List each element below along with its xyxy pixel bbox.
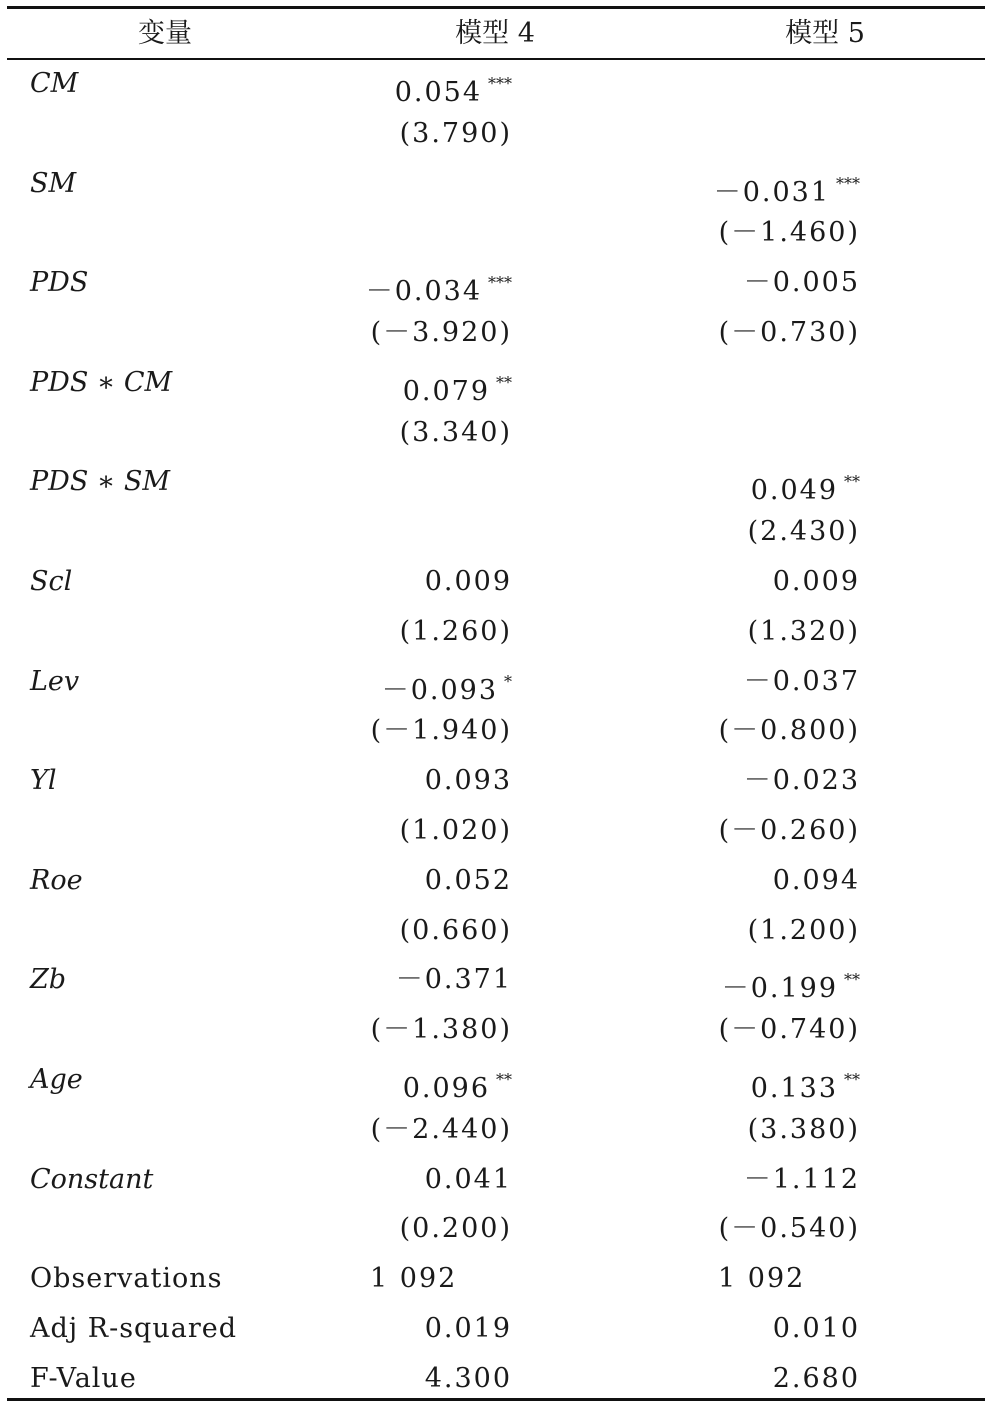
coefficient-text: 0.009 bbox=[424, 566, 512, 597]
model-4-value bbox=[330, 856, 512, 906]
significance-stars: ** bbox=[844, 970, 860, 990]
variable-name: SM bbox=[30, 167, 77, 199]
variable-name: F-Value bbox=[30, 1362, 137, 1394]
significance-stars: * bbox=[504, 671, 512, 691]
table-row bbox=[0, 1204, 992, 1254]
coefficient-text: －0.023 bbox=[743, 765, 860, 797]
model-5-value bbox=[660, 507, 860, 557]
model-5-value bbox=[660, 159, 860, 209]
model-5-value bbox=[660, 955, 860, 1005]
table-row bbox=[0, 208, 992, 258]
coefficient-text: (－0.740) bbox=[718, 1014, 860, 1046]
table-row bbox=[0, 906, 992, 956]
model-5-value bbox=[660, 706, 860, 756]
model-4-value bbox=[330, 1204, 512, 1254]
table-row bbox=[0, 1105, 992, 1155]
coefficient-text: (1.320) bbox=[747, 615, 860, 647]
coefficient-text: (－3.920) bbox=[370, 317, 512, 348]
coefficient-text: (1.020) bbox=[399, 815, 512, 846]
coefficient-text: －1.112 bbox=[743, 1163, 860, 1195]
model-5-value bbox=[660, 208, 860, 258]
table-row bbox=[0, 806, 992, 856]
coefficient-text: 1 092 bbox=[370, 1263, 458, 1295]
coefficient-text: 0.049 bbox=[750, 475, 838, 507]
coefficient-text: (－0.800) bbox=[718, 715, 860, 747]
variable-name: Observations bbox=[30, 1263, 223, 1295]
table-row bbox=[0, 507, 992, 557]
table-row bbox=[0, 1254, 992, 1304]
model-4-value bbox=[370, 1254, 570, 1304]
header-model-4: 模型 4 bbox=[455, 18, 535, 49]
variable-name: Roe bbox=[30, 864, 83, 896]
coefficient-text: (－1.940) bbox=[370, 715, 512, 747]
table-row bbox=[0, 1005, 992, 1055]
model-4-value bbox=[330, 1354, 512, 1404]
model-4-value bbox=[330, 955, 512, 1005]
variable-name: PDS ∗ CM bbox=[30, 366, 173, 398]
variable-name: Constant bbox=[30, 1163, 154, 1195]
model-4-value bbox=[330, 109, 512, 159]
table-row bbox=[0, 856, 992, 906]
significance-stars: ** bbox=[496, 372, 512, 392]
table-row bbox=[0, 159, 992, 209]
variable-name: Zb bbox=[30, 964, 67, 996]
model-4-value bbox=[330, 756, 512, 806]
significance-stars: ** bbox=[844, 472, 860, 492]
table-row bbox=[0, 706, 992, 756]
model-4-value bbox=[330, 806, 512, 856]
coefficient-text: (－0.260) bbox=[718, 815, 860, 846]
model-5-value bbox=[660, 258, 860, 308]
coefficient-text: (1.200) bbox=[747, 914, 860, 946]
table-row bbox=[0, 955, 992, 1005]
coefficient-text: －0.371 bbox=[395, 964, 512, 996]
variable-name: Scl bbox=[30, 566, 73, 597]
table-row bbox=[0, 1354, 992, 1404]
table-row bbox=[0, 408, 992, 458]
model-4-value bbox=[330, 557, 512, 607]
model-4-value bbox=[330, 1105, 512, 1155]
table-row bbox=[0, 607, 992, 657]
coefficient-text: (3.380) bbox=[747, 1113, 860, 1145]
coefficient-text: －0.031 bbox=[713, 176, 830, 208]
coefficient-text: 0.041 bbox=[424, 1163, 512, 1195]
coefficient-text: (3.790) bbox=[399, 117, 512, 149]
model-4-value bbox=[330, 1055, 512, 1105]
variable-name: Lev bbox=[30, 665, 80, 697]
coefficient-text: －0.034 bbox=[365, 276, 482, 308]
variable-name: PDS ∗ SM bbox=[30, 466, 170, 498]
variable-name: Age bbox=[30, 1064, 83, 1095]
coefficient-text: 0.093 bbox=[424, 765, 512, 797]
coefficient-text: (－0.730) bbox=[718, 317, 860, 348]
model-4-value bbox=[330, 1304, 512, 1354]
table-row bbox=[0, 358, 992, 408]
coefficient-text: 0.052 bbox=[424, 864, 512, 896]
coefficient-text: (－2.440) bbox=[370, 1113, 512, 1145]
table-bottom-rule bbox=[7, 1398, 985, 1401]
model-5-value bbox=[660, 756, 860, 806]
table-row bbox=[0, 657, 992, 707]
significance-stars: ** bbox=[496, 1070, 512, 1089]
model-5-value bbox=[660, 906, 860, 956]
coefficient-text: (2.430) bbox=[747, 516, 860, 548]
coefficient-text: 0.010 bbox=[772, 1313, 860, 1344]
coefficient-text: (0.200) bbox=[399, 1213, 512, 1245]
coefficient-text: (3.340) bbox=[399, 416, 512, 448]
coefficient-text: －0.005 bbox=[743, 267, 860, 299]
coefficient-text: 0.094 bbox=[772, 864, 860, 896]
model-5-value bbox=[660, 457, 860, 507]
coefficient-text: 0.009 bbox=[772, 566, 860, 597]
model-4-value bbox=[330, 1155, 512, 1205]
coefficient-text: －0.199 bbox=[721, 973, 838, 1005]
coefficient-text: 1 092 bbox=[718, 1263, 806, 1295]
variable-name: CM bbox=[30, 68, 79, 99]
table-row bbox=[0, 1155, 992, 1205]
variable-name: Adj R-squared bbox=[30, 1313, 237, 1344]
table-row bbox=[0, 109, 992, 159]
model-5-value bbox=[660, 806, 860, 856]
model-5-value bbox=[660, 1055, 860, 1105]
significance-stars: *** bbox=[836, 173, 860, 193]
coefficient-text: (1.260) bbox=[399, 615, 512, 647]
model-5-value bbox=[660, 1005, 860, 1055]
model-5-value bbox=[718, 1254, 918, 1304]
model-4-value bbox=[330, 408, 512, 458]
variable-name: Yl bbox=[30, 765, 57, 797]
table-row bbox=[0, 59, 992, 109]
table-row bbox=[0, 557, 992, 607]
coefficient-text: 0.054 bbox=[394, 77, 482, 108]
model-5-value bbox=[660, 1354, 860, 1404]
model-5-value bbox=[660, 308, 860, 358]
significance-stars: ** bbox=[844, 1070, 860, 1089]
coefficient-text: 0.019 bbox=[424, 1313, 512, 1344]
table-row bbox=[0, 1055, 992, 1105]
model-4-value bbox=[330, 657, 512, 707]
header-model-5: 模型 5 bbox=[785, 18, 865, 49]
coefficient-text: 4.300 bbox=[424, 1362, 512, 1394]
model-4-value bbox=[330, 358, 512, 408]
header-variable: 变量 bbox=[138, 18, 192, 49]
coefficient-text: －0.037 bbox=[743, 665, 860, 697]
model-5-value bbox=[660, 1155, 860, 1205]
coefficient-text: 0.133 bbox=[750, 1073, 838, 1104]
coefficient-text: 0.096 bbox=[402, 1073, 490, 1104]
model-4-value bbox=[330, 308, 512, 358]
coefficient-text: 0.079 bbox=[402, 375, 490, 407]
coefficient-text: (－0.540) bbox=[718, 1213, 860, 1245]
significance-stars: *** bbox=[488, 273, 512, 293]
model-4-value bbox=[330, 906, 512, 956]
model-5-value bbox=[660, 1204, 860, 1254]
model-4-value bbox=[330, 59, 512, 109]
model-4-value bbox=[330, 258, 512, 308]
model-4-value bbox=[330, 1005, 512, 1055]
model-5-value bbox=[660, 1105, 860, 1155]
model-5-value bbox=[660, 557, 860, 607]
table-row bbox=[0, 1304, 992, 1354]
coefficient-text: (0.660) bbox=[399, 914, 512, 946]
coefficient-text: 2.680 bbox=[772, 1362, 860, 1394]
model-5-value bbox=[660, 1304, 860, 1354]
coefficient-text: －0.093 bbox=[381, 674, 498, 706]
coefficient-text: (－1.380) bbox=[370, 1014, 512, 1046]
table-row bbox=[0, 457, 992, 507]
model-5-value bbox=[660, 607, 860, 657]
significance-stars: *** bbox=[488, 74, 512, 93]
table-row bbox=[0, 756, 992, 806]
model-4-value bbox=[330, 607, 512, 657]
variable-name: PDS bbox=[30, 267, 89, 299]
table-row bbox=[0, 258, 992, 308]
coefficient-text: (－1.460) bbox=[718, 217, 860, 249]
model-5-value bbox=[660, 657, 860, 707]
model-5-value bbox=[660, 856, 860, 906]
table-row bbox=[0, 308, 992, 358]
model-4-value bbox=[330, 706, 512, 756]
